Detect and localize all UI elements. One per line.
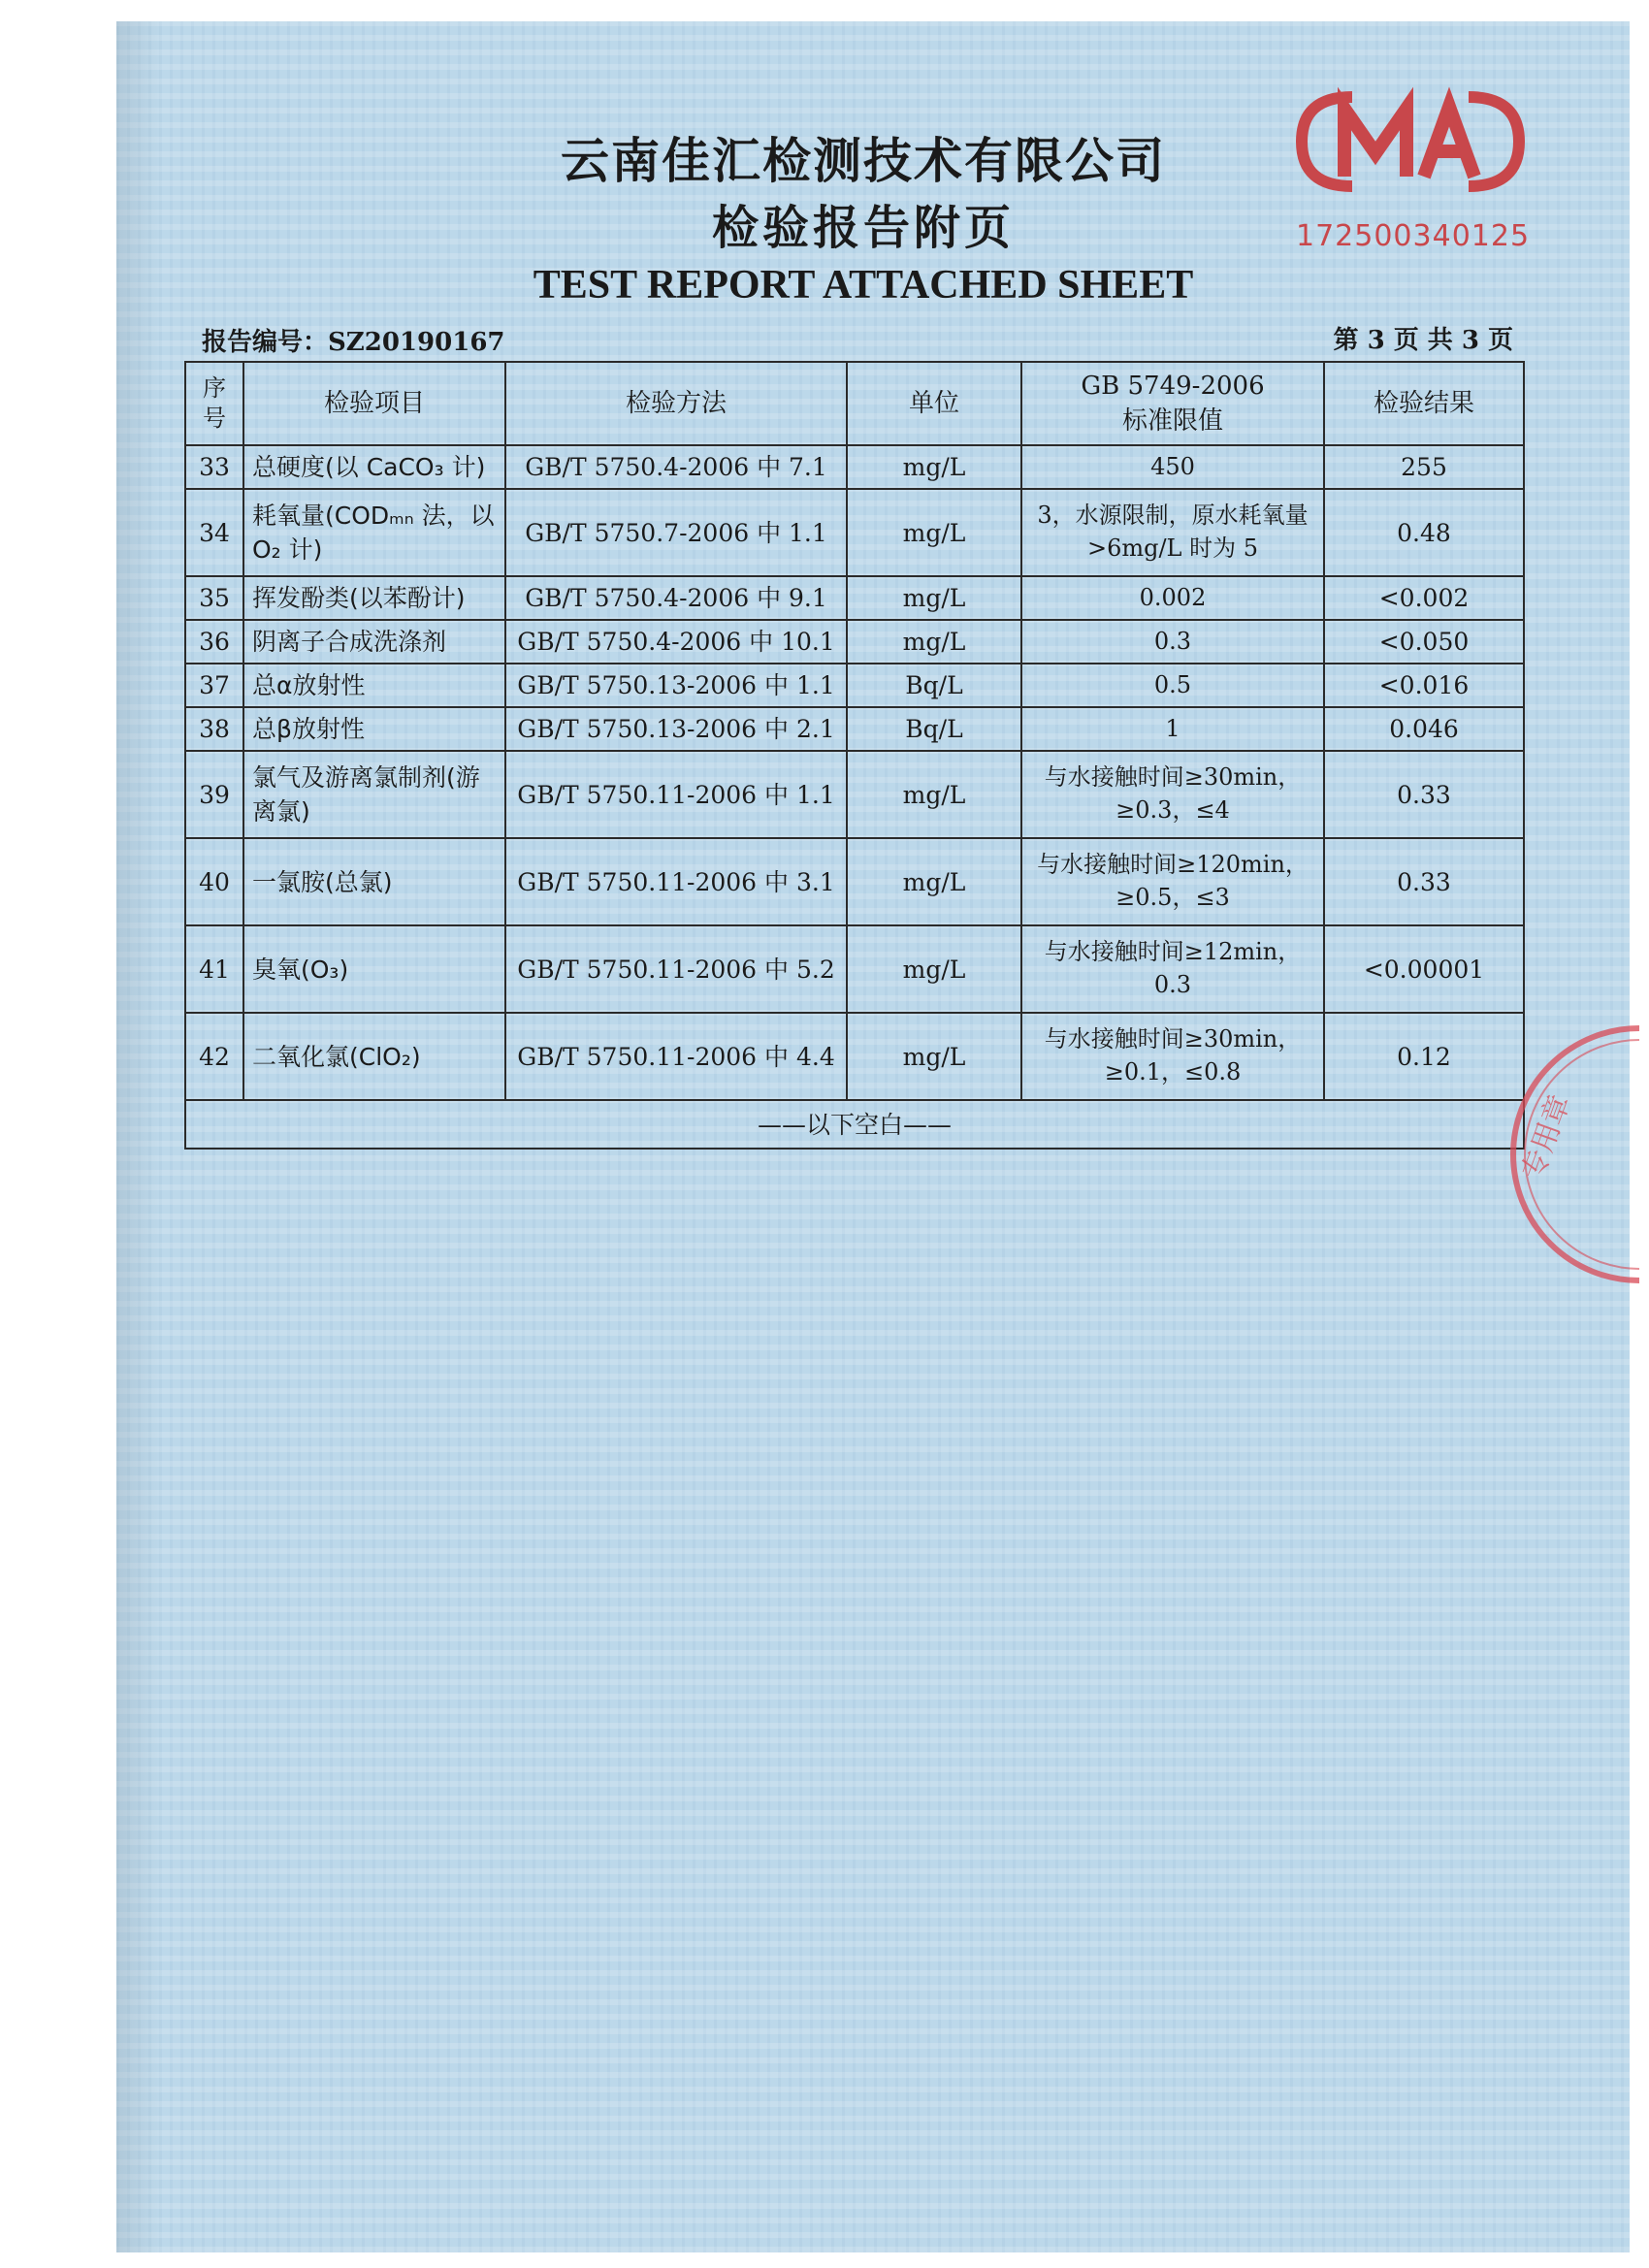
table-row xyxy=(185,925,1524,1013)
row-no: 37 xyxy=(185,664,243,707)
table-row xyxy=(185,445,1524,489)
cma-number: 172500340125 xyxy=(1296,219,1531,253)
row-standard: 0.5 xyxy=(1021,664,1324,707)
table-row xyxy=(185,1013,1524,1100)
header-unit: 单位 xyxy=(847,362,1021,445)
row-standard: 与水接触时间≥120min，≥0.5，≤3 xyxy=(1021,838,1324,925)
row-method: GB/T 5750.4-2006 中 7.1 xyxy=(505,445,847,489)
row-result: <0.050 xyxy=(1324,620,1524,664)
row-no: 40 xyxy=(185,838,243,925)
row-method: GB/T 5750.13-2006 中 1.1 xyxy=(505,664,847,707)
header-method: 检验方法 xyxy=(505,362,847,445)
row-no: 36 xyxy=(185,620,243,664)
row-item: 挥发酚类(以苯酚计) xyxy=(243,576,505,620)
table-row xyxy=(185,620,1524,664)
row-unit: mg/L xyxy=(847,489,1021,576)
row-standard: 与水接触时间≥12min，0.3 xyxy=(1021,925,1324,1013)
row-no: 41 xyxy=(185,925,243,1013)
row-result: 0.046 xyxy=(1324,707,1524,751)
row-standard: 450 xyxy=(1021,445,1324,489)
row-standard: 与水接触时间≥30min，≥0.3，≤4 xyxy=(1021,751,1324,838)
row-method: GB/T 5750.7-2006 中 1.1 xyxy=(505,489,847,576)
row-method: GB/T 5750.4-2006 中 10.1 xyxy=(505,620,847,664)
row-unit: mg/L xyxy=(847,925,1021,1013)
table-row xyxy=(185,838,1524,925)
row-no: 39 xyxy=(185,751,243,838)
company-name: 云南佳汇检测技术有限公司 xyxy=(561,133,1166,189)
page-edge-shade xyxy=(116,21,161,2252)
row-method: GB/T 5750.4-2006 中 9.1 xyxy=(505,576,847,620)
table-row xyxy=(185,489,1524,576)
official-seal-icon xyxy=(1445,1019,1639,1290)
results-table xyxy=(184,361,1525,1150)
row-item: 总α放射性 xyxy=(243,664,505,707)
row-item: 一氯胺(总氯) xyxy=(243,838,505,925)
row-unit: mg/L xyxy=(847,445,1021,489)
row-standard: 与水接触时间≥30min，≥0.1，≤0.8 xyxy=(1021,1013,1324,1100)
row-no: 35 xyxy=(185,576,243,620)
header-item: 检验项目 xyxy=(243,362,505,445)
row-item: 总硬度(以 CaCO₃ 计) xyxy=(243,445,505,489)
row-standard: 0.3 xyxy=(1021,620,1324,664)
row-standard: 0.002 xyxy=(1021,576,1324,620)
header-standard xyxy=(1021,362,1324,445)
sheet-title-cn: 检验报告附页 xyxy=(711,201,1015,255)
row-method: GB/T 5750.11-2006 中 5.2 xyxy=(505,925,847,1013)
row-unit: Bq/L xyxy=(847,707,1021,751)
row-unit: mg/L xyxy=(847,576,1021,620)
table-row xyxy=(185,707,1524,751)
row-unit: mg/L xyxy=(847,1013,1021,1100)
row-item: 臭氧(O₃) xyxy=(243,925,505,1013)
row-unit: mg/L xyxy=(847,838,1021,925)
page-info: 第 3 页 共 3 页 xyxy=(1333,326,1513,355)
row-unit: mg/L xyxy=(847,620,1021,664)
row-result: <0.016 xyxy=(1324,664,1524,707)
blank-below-note: ——以下空白—— xyxy=(185,1100,1524,1149)
row-standard: 1 xyxy=(1021,707,1324,751)
row-result: <0.002 xyxy=(1324,576,1524,620)
table-header-row xyxy=(185,362,1524,445)
report-number xyxy=(202,322,505,358)
row-item: 耗氧量(CODₘₙ 法，以 O₂ 计) xyxy=(243,489,505,576)
row-no: 42 xyxy=(185,1013,243,1100)
report-number-value: SZ20190167 xyxy=(328,328,505,357)
table-footer-row xyxy=(185,1100,1524,1149)
header-no: 序号 xyxy=(185,362,243,445)
row-no: 38 xyxy=(185,707,243,751)
row-result: 255 xyxy=(1324,445,1524,489)
row-item: 氯气及游离氯制剂(游离氯) xyxy=(243,751,505,838)
svg-text:专用章: 专用章 xyxy=(1515,1090,1578,1184)
report-number-label: 报告编号： xyxy=(202,328,329,357)
row-item: 阴离子合成洗涤剂 xyxy=(243,620,505,664)
row-no: 33 xyxy=(185,445,243,489)
row-result: <0.00001 xyxy=(1324,925,1524,1013)
row-method: GB/T 5750.11-2006 中 1.1 xyxy=(505,751,847,838)
row-result: 0.33 xyxy=(1324,838,1524,925)
row-method: GB/T 5750.11-2006 中 3.1 xyxy=(505,838,847,925)
sheet-title-en: TEST REPORT ATTACHED SHEET xyxy=(533,263,1194,308)
row-method: GB/T 5750.11-2006 中 4.4 xyxy=(505,1013,847,1100)
row-result: 0.12 xyxy=(1324,1013,1524,1100)
row-unit: Bq/L xyxy=(847,664,1021,707)
row-item: 总β放射性 xyxy=(243,707,505,751)
header-standard-label: 标准限值 xyxy=(1121,406,1223,436)
row-item: 二氧化氯(ClO₂) xyxy=(243,1013,505,1100)
row-method: GB/T 5750.13-2006 中 2.1 xyxy=(505,707,847,751)
row-unit: mg/L xyxy=(847,751,1021,838)
table-row xyxy=(185,576,1524,620)
row-standard: 3，水源限制，原水耗氧量>6mg/L 时为 5 xyxy=(1021,489,1324,576)
header-standard-code: GB 5749-2006 xyxy=(1081,371,1265,401)
row-no: 34 xyxy=(185,489,243,576)
row-result: 0.33 xyxy=(1324,751,1524,838)
table-row xyxy=(185,751,1524,838)
table-row xyxy=(185,664,1524,707)
row-result: 0.48 xyxy=(1324,489,1524,576)
header-result: 检验结果 xyxy=(1324,362,1524,445)
